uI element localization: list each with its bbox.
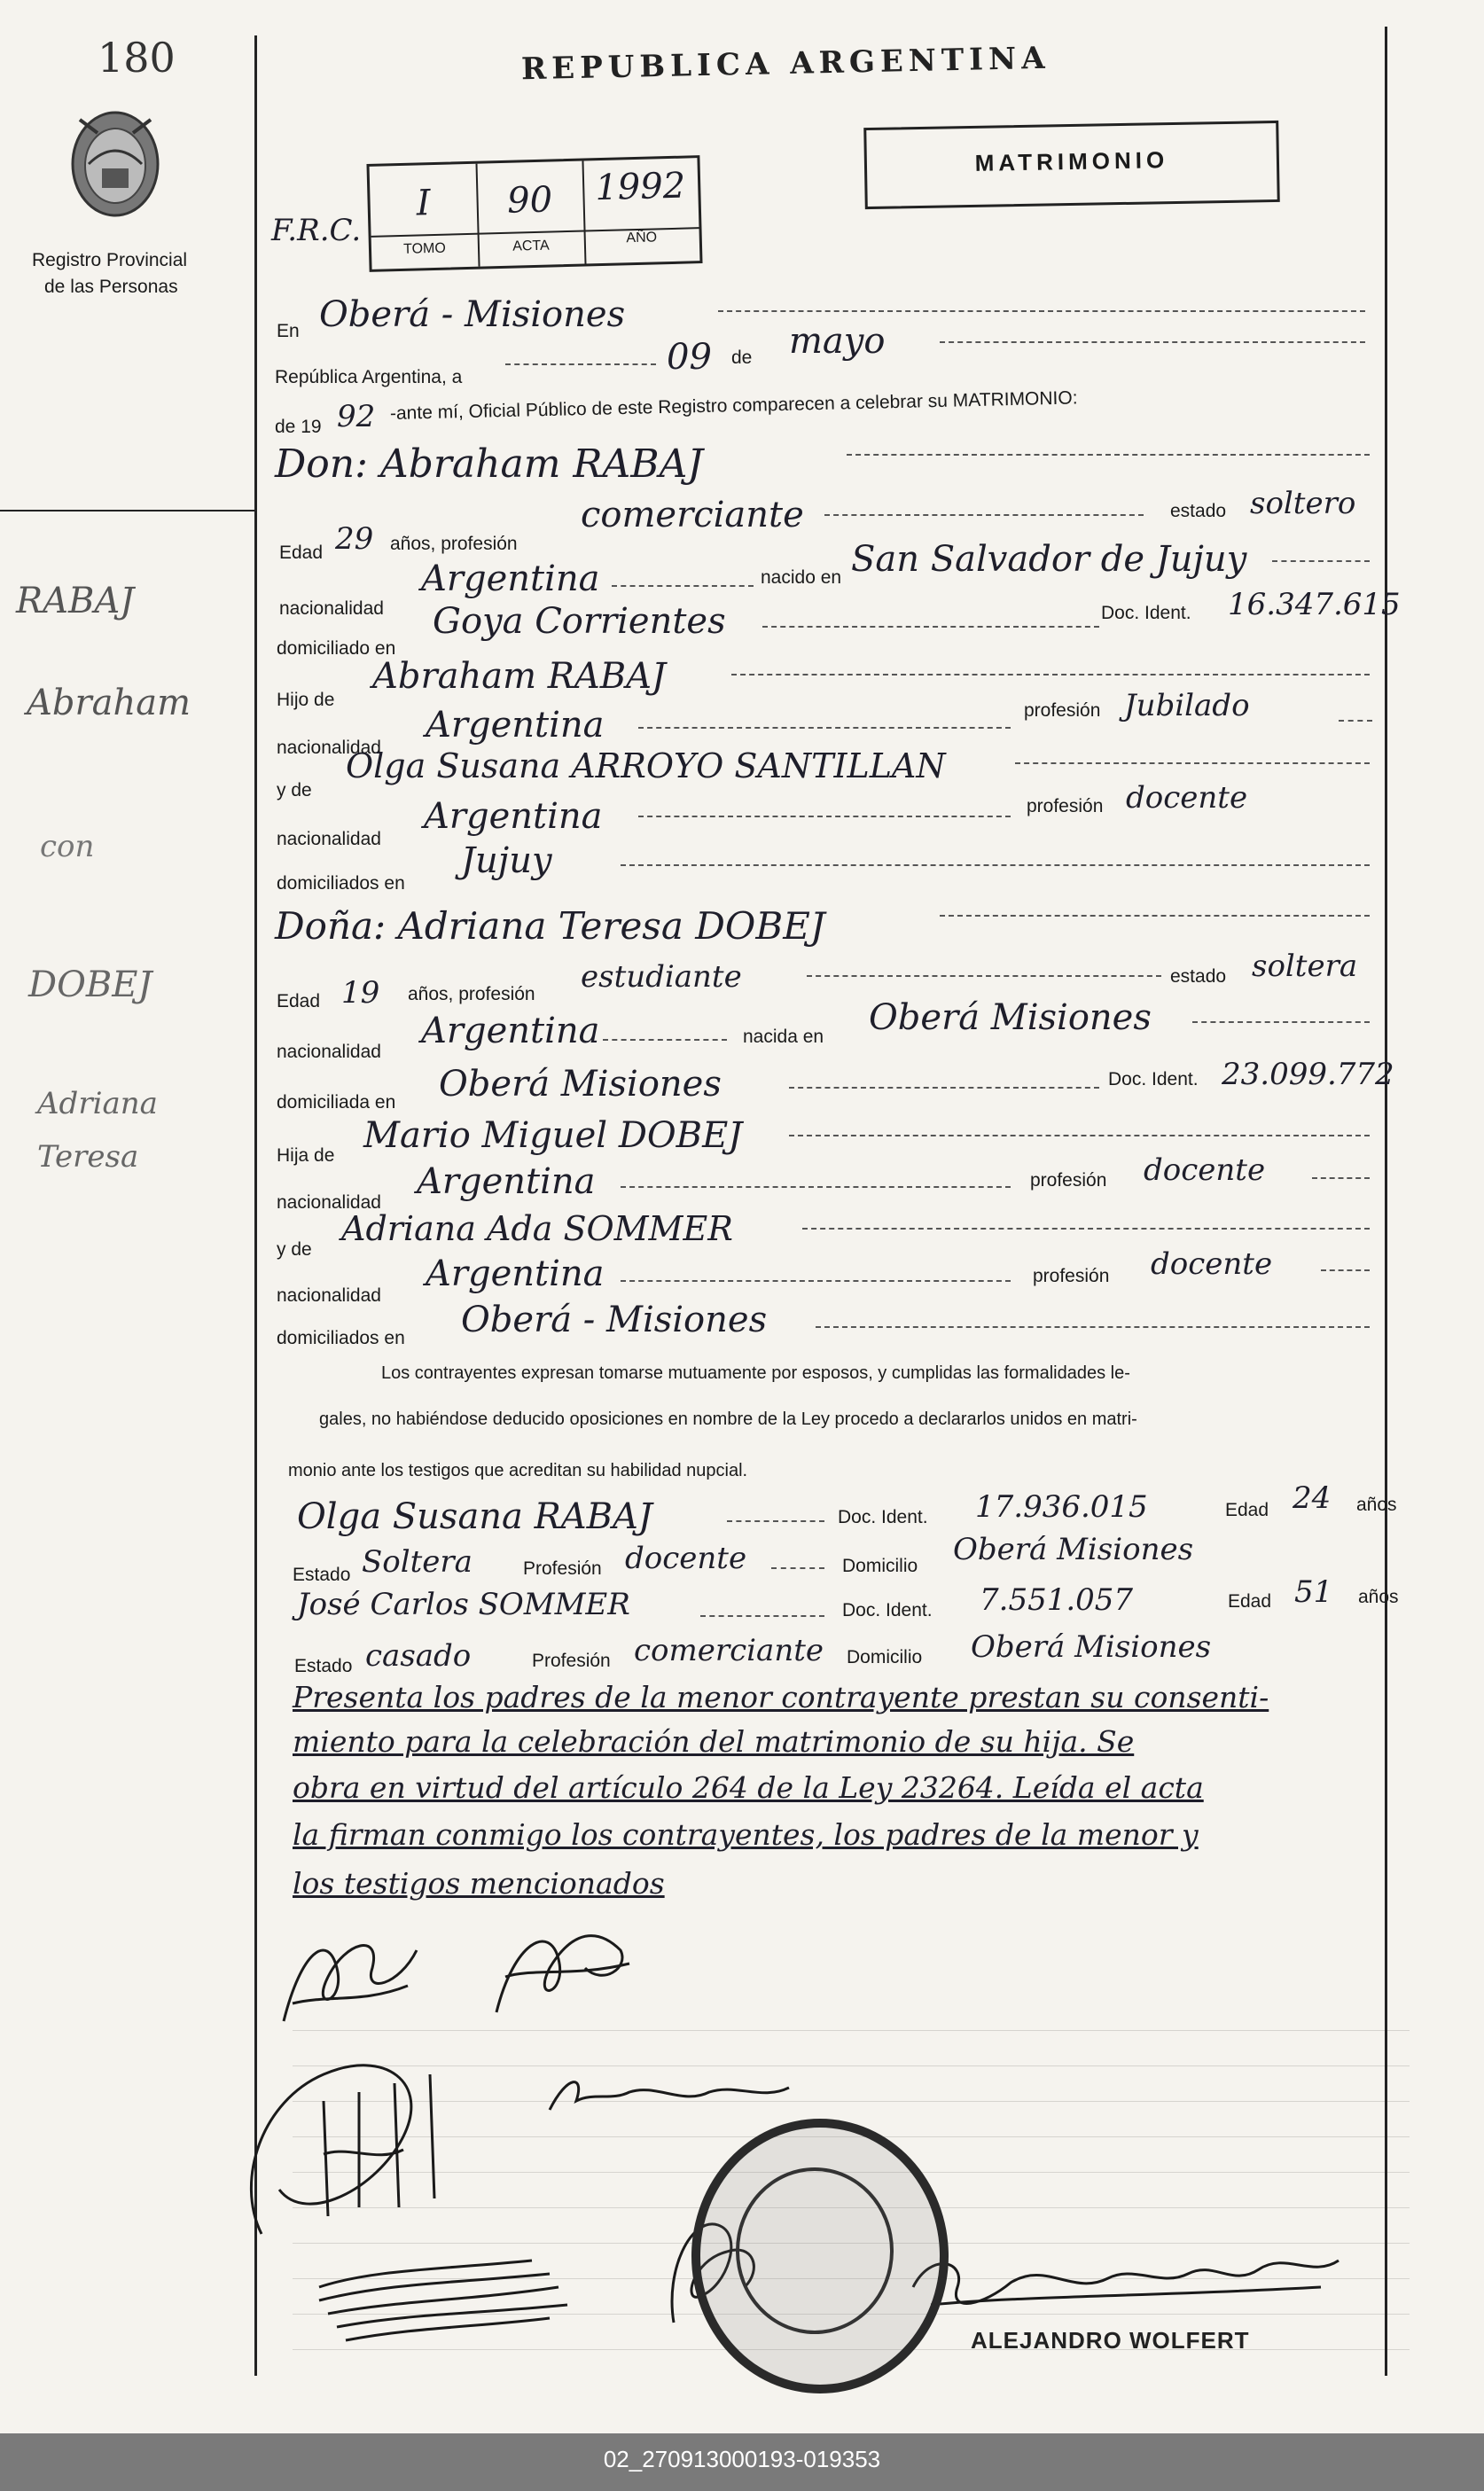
- groom-nacido-label: nacido en: [761, 567, 842, 588]
- bride-yde-label: y de: [277, 1239, 312, 1260]
- bride-hija-label: Hija de: [277, 1145, 335, 1166]
- bride-father: Mario Miguel DOBEJ: [363, 1115, 743, 1156]
- bride-domicilio-label: domiciliada en: [277, 1092, 396, 1113]
- groom-domicilio-label: domiciliado en: [277, 638, 396, 659]
- bride-parents-dom-label: domiciliados en: [277, 1328, 405, 1348]
- frc-label: F.R.C.: [271, 213, 362, 248]
- margin-bride-name-2: Teresa: [37, 1139, 139, 1175]
- margin-bride-name-1: Adriana: [37, 1086, 158, 1121]
- witness2-dom: Oberá Misiones: [971, 1629, 1212, 1665]
- groom-father-prof-label: profesión: [1024, 700, 1101, 721]
- signature-3: [226, 2048, 527, 2252]
- groom-father-nac: Argentina: [426, 705, 605, 746]
- doc-type-box: [863, 121, 1280, 209]
- footer-bar: [0, 2433, 1484, 2491]
- intro-text: -ante mí, Oficial Público de este Registro comparecen a celebrar su MATRIMONIO:: [389, 387, 1078, 424]
- intro-day: 09: [667, 337, 712, 378]
- republica-label: República Argentina, a: [275, 367, 463, 387]
- witness2-edad-label: Edad: [1228, 1591, 1272, 1612]
- groom-estado-label: estado: [1170, 501, 1227, 521]
- country-heading: REPUBLICA ARGENTINA: [520, 40, 1051, 88]
- groom-title: Don: Abraham RABAJ: [275, 441, 704, 487]
- bride-doc-label: Doc. Ident.: [1108, 1069, 1199, 1089]
- bride-mother-nac: Argentina: [426, 1253, 605, 1294]
- witness1-doc-label: Doc. Ident.: [838, 1507, 928, 1527]
- margin-divider: [254, 35, 257, 2376]
- groom-parents-dom-label: domiciliados en: [277, 873, 405, 894]
- witness2-prof-label: Profesión: [532, 1651, 611, 1671]
- bride-mother-prof: docente: [1151, 1246, 1273, 1282]
- ano-label: AÑO: [626, 230, 658, 246]
- registry-line-1: Registro Provincial: [32, 250, 188, 270]
- groom-mother-nac: Argentina: [424, 796, 603, 837]
- intro-place: Oberá - Misiones: [319, 294, 626, 335]
- witness1-doc: 17.936.015: [975, 1489, 1148, 1525]
- bride-mother: Adriana Ada SOMMER: [341, 1209, 733, 1248]
- groom-nacionalidad-label: nacionalidad: [279, 598, 384, 619]
- bride-estado: soltera: [1252, 949, 1358, 984]
- witness1-dom-label: Domicilio: [842, 1556, 918, 1576]
- margin-groom-name: Abraham: [27, 683, 191, 723]
- witness1-prof: docente: [625, 1541, 747, 1576]
- groom-anos-profesion-label: años, profesión: [390, 534, 518, 554]
- signature-4: [541, 2065, 807, 2128]
- declaration-line-1: Los contrayentes expresan tomarse mutuamente por esposos, y cumplidas las formalidades le-: [381, 1363, 1130, 1383]
- margin-rule: [0, 510, 255, 511]
- bride-anos-profesion-label: años, profesión: [408, 984, 535, 1004]
- bride-mother-prof-label: profesión: [1033, 1266, 1110, 1286]
- tomo-value: I: [416, 183, 432, 224]
- en-label: En: [277, 321, 300, 341]
- margin-bride-surname: DOBEJ: [28, 964, 152, 1005]
- groom-profesion: comerciante: [581, 495, 804, 535]
- page-number: 180: [98, 34, 176, 82]
- groom-mother-nac-label: nacionalidad: [277, 829, 381, 849]
- groom-father: Abraham RABAJ: [372, 656, 667, 697]
- bride-father-prof-label: profesión: [1030, 1170, 1107, 1191]
- ano-value: 1992: [594, 165, 686, 209]
- witness1-estado-label: Estado: [293, 1565, 351, 1585]
- declaration-line-3: monio ante los testigos que acreditan su habilidad nupcial.: [288, 1461, 748, 1480]
- bride-edad-label: Edad: [277, 991, 321, 1011]
- groom-mother: Olga Susana ARROYO SANTILLAN: [346, 746, 946, 785]
- bride-domicilio: Oberá Misiones: [439, 1064, 722, 1105]
- bride-parents-dom: Oberá - Misiones: [461, 1300, 768, 1340]
- witness2-edad: 51: [1294, 1574, 1333, 1610]
- groom-father-prof: Jubilado: [1124, 688, 1250, 723]
- note-line-1: Presenta los padres de la menor contrayente prestan su consenti-: [293, 1680, 1269, 1714]
- right-border: [1385, 27, 1387, 2376]
- bride-edad: 19: [341, 975, 380, 1011]
- witness1-edad: 24: [1293, 1480, 1332, 1516]
- margin-con: con: [40, 829, 95, 864]
- witness1-anos-label: años: [1356, 1495, 1397, 1515]
- margin-groom-surname: RABAJ: [16, 581, 135, 621]
- witness2-prof: comerciante: [634, 1633, 824, 1668]
- groom-nacionalidad: Argentina: [421, 558, 600, 599]
- signature-2: [479, 1915, 638, 2030]
- bride-title: Doña: Adriana Teresa DOBEJ: [275, 904, 825, 948]
- note-line-3: obra en virtud del artículo 264 de la Ley 23264. Leída el acta: [293, 1770, 1204, 1805]
- groom-mother-prof: docente: [1126, 780, 1248, 816]
- tomo-label: TOMO: [402, 240, 447, 257]
- groom-parents-dom: Jujuy: [461, 840, 552, 881]
- bride-father-prof: docente: [1144, 1152, 1266, 1188]
- witness1-estado: Soltera: [362, 1544, 473, 1580]
- groom-edad-label: Edad: [279, 543, 324, 563]
- groom-edad: 29: [335, 521, 374, 557]
- intro-de-label: de: [731, 347, 753, 368]
- registry-line-2: de las Personas: [44, 277, 178, 297]
- bride-nacionalidad: Argentina: [421, 1011, 600, 1051]
- note-line-5: los testigos mencionados: [293, 1866, 665, 1901]
- groom-yde-label: y de: [277, 780, 312, 800]
- witness2-estado: casado: [365, 1638, 472, 1674]
- bride-profesion: estudiante: [581, 959, 742, 995]
- groom-estado: soltero: [1250, 486, 1356, 521]
- acta-value: 90: [506, 179, 553, 222]
- bride-father-nac-label: nacionalidad: [277, 1192, 381, 1213]
- province-coat-of-arms-icon: [62, 102, 168, 226]
- witness1-dom: Oberá Misiones: [953, 1532, 1194, 1567]
- witness2-anos-label: años: [1358, 1587, 1399, 1607]
- bride-nacionalidad-label: nacionalidad: [277, 1042, 381, 1062]
- witness2-doc: 7.551.057: [980, 1582, 1134, 1618]
- witness2-dom-label: Domicilio: [847, 1647, 923, 1667]
- signature-1: [275, 1915, 426, 2039]
- groom-father-nac-label: nacionalidad: [277, 738, 381, 758]
- acta-label: ACTA: [512, 238, 550, 254]
- witness1-prof-label: Profesión: [523, 1558, 602, 1579]
- bride-mother-nac-label: nacionalidad: [277, 1285, 381, 1306]
- official-name: ALEJANDRO WOLFERT: [971, 2327, 1250, 2354]
- bride-doc: 23.099.772: [1222, 1057, 1394, 1092]
- groom-domicilio: Goya Corrientes: [433, 601, 726, 642]
- note-line-2: miento para la celebración del matrimonio de su hija. Se: [293, 1724, 1135, 1759]
- tomo-acta-ano-box: [366, 155, 702, 272]
- groom-doc: 16.347.615: [1228, 587, 1401, 622]
- signature-5: [301, 2234, 585, 2358]
- groom-nacido: San Salvador de Jujuy: [851, 539, 1247, 580]
- intro-month: mayo: [789, 321, 886, 362]
- bride-father-nac: Argentina: [417, 1161, 596, 1202]
- witness2-doc-label: Doc. Ident.: [842, 1600, 933, 1620]
- bride-nacida: Oberá Misiones: [869, 997, 1152, 1038]
- witness1-edad-label: Edad: [1225, 1500, 1269, 1520]
- doc-type-label: MATRIMONIO: [974, 146, 1169, 176]
- intro-year-suffix: 92: [337, 399, 376, 434]
- witness1-name: Olga Susana RABAJ: [297, 1496, 652, 1537]
- note-line-4: la firman conmigo los contrayentes, los padres de la menor y: [293, 1817, 1199, 1852]
- groom-doc-label: Doc. Ident.: [1101, 603, 1191, 623]
- witness2-name: José Carlos SOMMER: [297, 1587, 630, 1622]
- footer-code: 02_270913000193-019353: [603, 2446, 881, 2472]
- bride-nacida-label: nacida en: [743, 1027, 824, 1047]
- bride-estado-label: estado: [1170, 966, 1227, 987]
- intro-year-prefix: de 19: [275, 417, 322, 437]
- official-seal: [691, 2119, 949, 2393]
- witness2-estado-label: Estado: [294, 1656, 353, 1676]
- declaration-line-2: gales, no habiéndose deducido oposiciones en nombre de la Ley procedo a declararlos unidos en matri-: [319, 1409, 1137, 1429]
- groom-mother-prof-label: profesión: [1027, 796, 1104, 816]
- signature-official: [895, 2234, 1356, 2331]
- groom-hijo-label: Hijo de: [277, 690, 335, 710]
